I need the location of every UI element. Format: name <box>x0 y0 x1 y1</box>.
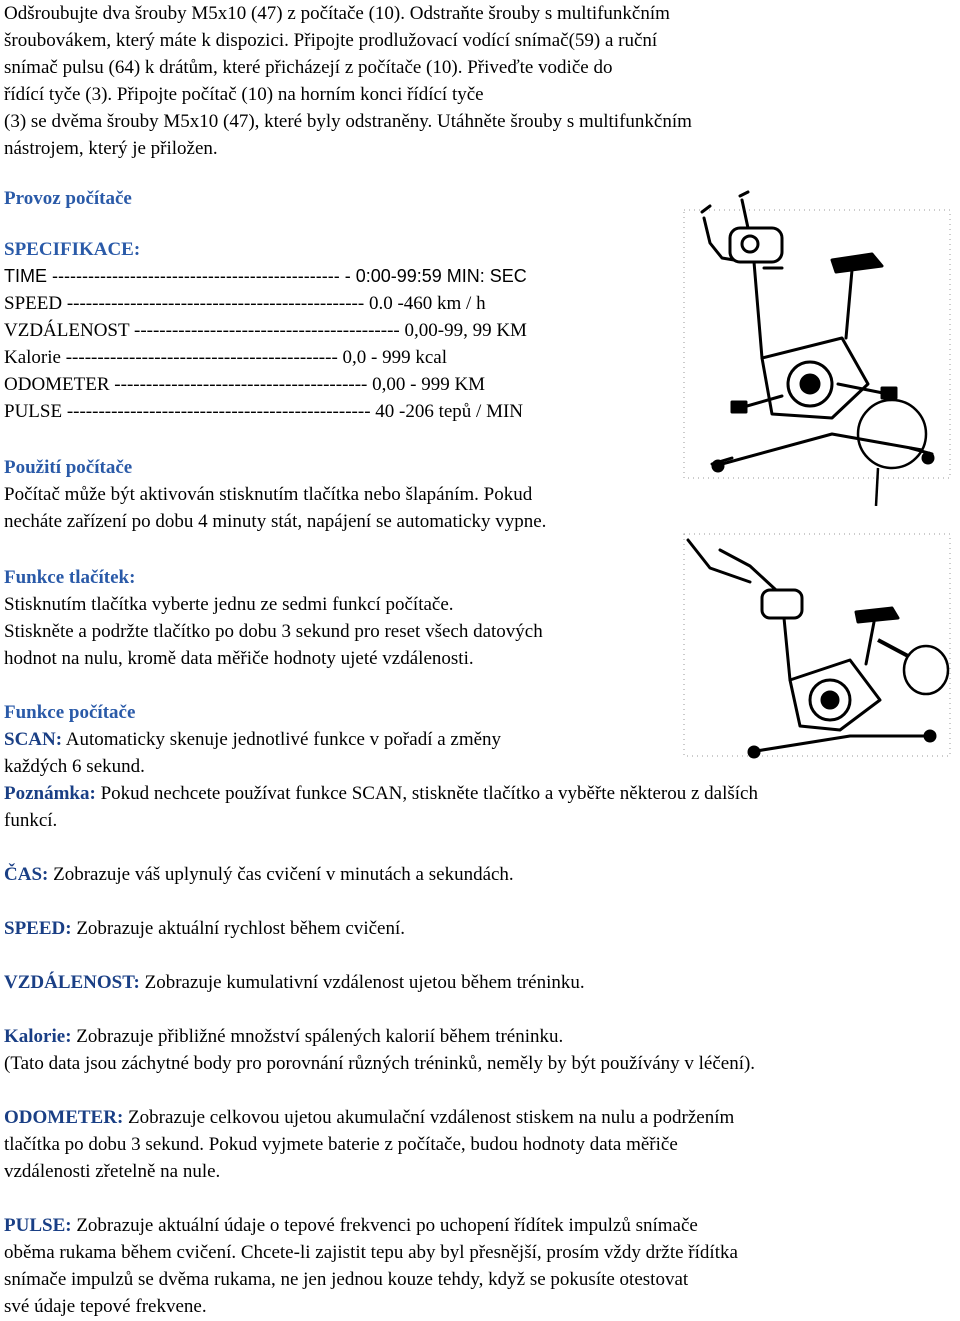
functions-heading: Funkce počítače <box>4 702 136 723</box>
calories-function <box>4 1023 755 1077</box>
distance-function <box>4 969 585 996</box>
odometer-label: ODOMETER: <box>4 1107 124 1128</box>
spec-row-distance: VZDÁLENOST ------------------------------------------ 0,00-99, 99 KM <box>4 320 527 341</box>
buttons-line: Stiskněte a podržte tlačítko po dobu 3 sekund pro reset všech datových <box>4 621 543 642</box>
intro-paragraph <box>4 0 874 162</box>
calories-label: Kalorie: <box>4 1026 72 1047</box>
odometer-line-2: tlačítka po dobu 3 sekund. Pokud vyjmete baterie z počítače, budou hodnoty data měřiče <box>4 1134 678 1155</box>
spec-row-odometer: ODOMETER ---------------------------------------- 0,00 - 999 KM <box>4 374 486 395</box>
intro-line: šroubovákem, který máte k dispozici. Připojte prodlužovací vodící snímač(59) a ruční <box>4 30 658 51</box>
spec-row-speed: SPEED ----------------------------------------------- 0.0 -460 km / h <box>4 293 486 314</box>
calories-line-2: (Tato data jsou záchytné body pro porovnání různých tréninků, neměly by být používány v léčení). <box>4 1053 756 1074</box>
time-function <box>4 861 514 888</box>
pulse-line-3: snímače impulzů se dvěma rukama, ne jen jednou kouze tehdy, když se pokusíte otestovat <box>4 1269 689 1290</box>
pulse-text: Zobrazuje aktuální údaje o tepové frekvenci po uchopení řídítek impulzů snímače <box>71 1215 698 1236</box>
intro-line: (3) se dvěma šrouby M5x10 (47), které byly odstraněny. Utáhněte šrouby s multifunkčním <box>4 111 692 132</box>
exercise-bike-illustration-1 <box>682 188 954 506</box>
buttons-heading: Funkce tlačítek: <box>4 567 136 588</box>
intro-line: nástrojem, který je přiložen. <box>4 138 218 159</box>
scan-text: Automaticky skenuje jednotlivé funkce v pořadí a změny <box>62 729 502 750</box>
pulse-line-4: své údaje tepové frekvene. <box>4 1296 207 1317</box>
buttons-line: Stisknutím tlačítka vyberte jednu ze sedmi funkcí počítače. <box>4 594 454 615</box>
note-line-2: funkcí. <box>4 810 58 831</box>
specification-block <box>4 236 527 425</box>
exercise-bike-illustration-2 <box>680 530 954 760</box>
odometer-function <box>4 1104 734 1185</box>
speed-function <box>4 915 405 942</box>
spec-heading: SPECIFIKACE: <box>4 239 141 260</box>
speed-label: SPEED: <box>4 918 72 939</box>
provoz-heading: Provoz počítače <box>4 188 132 209</box>
speed-text: Zobrazuje aktuální rychlost během cvičení. <box>71 918 406 939</box>
time-label: ČAS: <box>4 864 49 885</box>
spec-row-time: TIME ------------------------------------------------ - 0:00-99:59 MIN: SEC <box>4 266 527 286</box>
pulse-label: PULSE: <box>4 1215 72 1236</box>
buttons-section <box>4 564 543 672</box>
spec-row-calories: Kalorie ------------------------------------------- 0,0 - 999 kcal <box>4 347 448 368</box>
note-line <box>4 780 758 807</box>
scan-line <box>4 726 758 753</box>
usage-heading: Použití počítače <box>4 457 133 478</box>
buttons-line: hodnot na nulu, kromě data měřiče hodnoty ujeté vzdálenosti. <box>4 648 474 669</box>
intro-line: řídící tyče (3). Připojte počítač (10) na horním konci řídící tyče <box>4 84 484 105</box>
intro-line: Odšroubujte dva šrouby M5x10 (47) z počítače (10). Odstraňte šrouby s multifunkčním <box>4 3 670 24</box>
usage-line: necháte zařízení po dobu 4 minuty stát, napájení se automaticky vypne. <box>4 511 547 532</box>
distance-label: VZDÁLENOST: <box>4 972 140 993</box>
scan-label: SCAN: <box>4 729 63 750</box>
note-text: Pokud nechcete používat funkce SCAN, stiskněte tlačítko a vyběřte některou z dalších <box>95 783 758 804</box>
usage-line: Počítač může být aktivován stisknutím tlačítka nebo šlapáním. Pokud <box>4 484 533 505</box>
pulse-line-2: oběma rukama během cvičení. Chcete-li zajistit tepu aby byl přesnější, prosím vždy držte řídítka <box>4 1242 738 1263</box>
spec-row-pulse: PULSE ------------------------------------------------ 40 -206 tepů / MIN <box>4 401 524 422</box>
pulse-function <box>4 1212 738 1320</box>
scan-line-2: každých 6 sekund. <box>4 756 145 777</box>
time-text: Zobrazuje váš uplynulý čas cvičení v minutách a sekundách. <box>48 864 514 885</box>
odometer-line-3: vzdálenosti zřetelně na nule. <box>4 1161 221 1182</box>
usage-section <box>4 454 546 535</box>
computer-functions-section <box>4 699 758 834</box>
intro-line: snímač pulsu (64) k drátům, které přicházejí z počítače (10). Přiveďte vodiče do <box>4 57 613 78</box>
odometer-text: Zobrazuje celkovou ujetou akumulační vzdálenost stiskem na nulu a podržením <box>123 1107 735 1128</box>
distance-text: Zobrazuje kumulativní vzdálenost ujetou během tréninku. <box>139 972 585 993</box>
calories-text: Zobrazuje přibližné množství spálených kalorií během tréninku. <box>71 1026 564 1047</box>
note-label: Poznámka: <box>4 783 96 804</box>
